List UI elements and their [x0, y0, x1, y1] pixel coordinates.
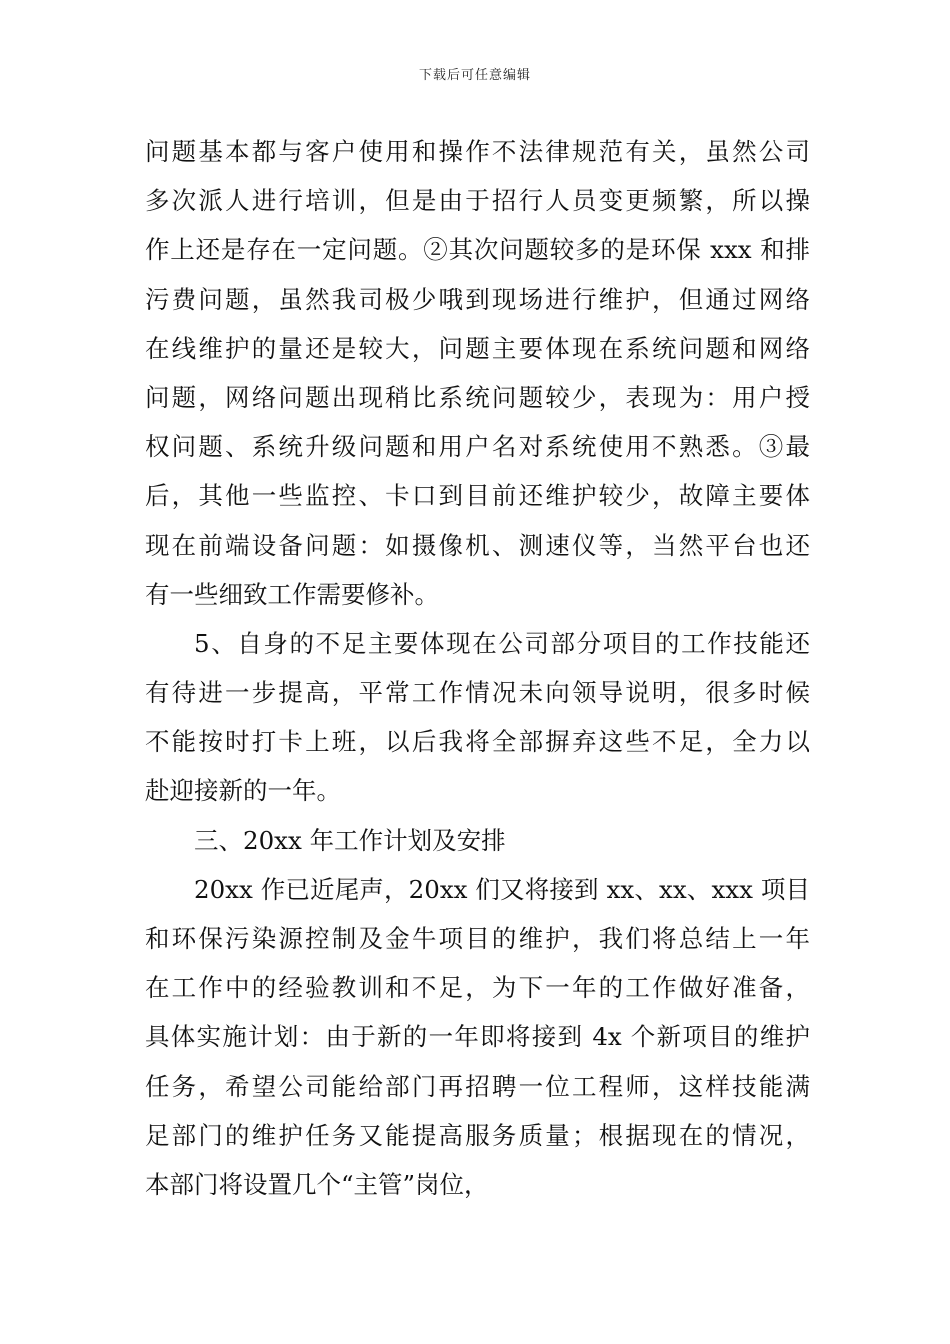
paragraph-1-line: 多次派人进行培训，但是由于招行人员变更频繁，所以操 [145, 186, 810, 216]
section-heading: 三、20xx 年工作计划及安排 [194, 825, 506, 855]
paragraph-1-line: 有一些细致工作需要修补。 [145, 579, 439, 609]
header-note: 下载后可任意编辑 [418, 68, 531, 83]
paragraph-1-line: 在线维护的量还是较大，问题主要体现在系统问题和网络 [145, 333, 810, 363]
paragraph-1-line: 后，其他一些监控、卡口到目前还维护较少，故障主要体 [145, 481, 810, 511]
paragraph-1-line: 作上还是存在一定问题。②其次问题较多的是环保 xxx 和排 [145, 235, 810, 265]
paragraph-3-line: 具体实施计划：由于新的一年即将接到 4x 个新项目的维护 [145, 1022, 810, 1052]
paragraph-1-line: 现在前端设备问题：如摄像机、测速仪等，当然平台也还 [145, 530, 810, 560]
paragraph-3-line: 任务，希望公司能给部门再招聘一位工程师，这样技能满 [145, 1071, 810, 1101]
paragraph-3-line: 足部门的维护任务又能提高服务质量；根据现在的情况， [145, 1120, 810, 1150]
paragraph-1-line: 污费问题，虽然我司极少哦到现场进行维护，但通过网络 [145, 284, 810, 314]
paragraph-2-line: 赴迎接新的一年。 [145, 776, 341, 806]
paragraph-2-line: 5、自身的不足主要体现在公司部分项目的工作技能还 [194, 628, 810, 658]
paragraph-3-line: 本部门将设置几个“主管”岗位， [145, 1169, 489, 1199]
paragraph-3-line: 在工作中的经验教训和不足，为下一年的工作做好准备， [145, 973, 810, 1003]
paragraph-1-line: 问题，网络问题出现稍比系统问题较少，表现为：用户授 [145, 382, 810, 412]
body-text [145, 127, 810, 1209]
paragraph-3-line: 20xx 作已近尾声，20xx 们又将接到 xx、xx、xxx 项目 [194, 874, 810, 904]
paragraph-2-line: 不能按时打卡上班，以后我将全部摒弃这些不足，全力以 [145, 727, 810, 757]
paragraph-1-line: 权问题、系统升级问题和用户名对系统使用不熟悉。③最 [145, 432, 810, 462]
paragraph-2-line: 有待进一步提高，平常工作情况未向领导说明，很多时候 [145, 678, 810, 708]
paragraph-3-line: 和环保污染源控制及金牛项目的维护，我们将总结上一年 [145, 924, 810, 953]
paragraph-1-line: 问题基本都与客户使用和操作不法律规范有关，虽然公司 [145, 137, 810, 166]
